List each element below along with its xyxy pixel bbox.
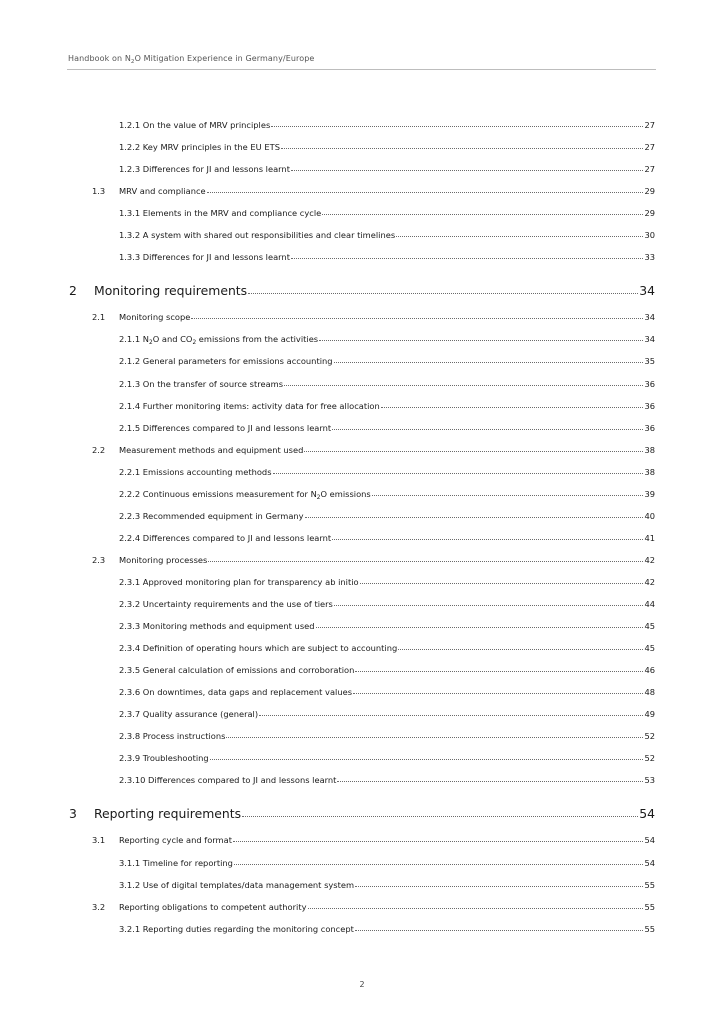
toc-entry[interactable]: 1.2.2 Key MRV principles in the EU ETS 27	[119, 142, 655, 153]
toc-entry[interactable]: 2.2.4 Differences compared to JI and lessons learnt 41	[119, 532, 655, 543]
toc-entry[interactable]: 1.3.2 A system with shared out responsibilities and clear timelines 30	[119, 230, 655, 241]
toc-entry[interactable]: 2.3.5 General calculation of emissions and corroboration 46	[119, 665, 655, 676]
toc-entry[interactable]: 3.2.1 Reporting duties regarding the monitoring concept 55	[119, 923, 655, 934]
toc-entry[interactable]: 2.1.1 $N_2O$ and $CO_2$ emissions from the activities 34	[119, 334, 655, 347]
toc-entry[interactable]: 2.2.1 Emissions accounting methods 38	[119, 466, 655, 477]
page-number: 2	[359, 980, 365, 989]
toc-entry[interactable]: 2.1.5 Differences compared to JI and lessons learnt 36	[119, 422, 655, 433]
toc-entry[interactable]: 3.1.2 Use of digital templates/data management system 55	[119, 879, 655, 890]
toc-entry[interactable]: 2.3.9 Troubleshooting 52	[119, 753, 655, 764]
toc-entry[interactable]: 2.3 Monitoring processes 42	[92, 554, 655, 565]
toc-entry[interactable]: 2.2.3 Recommended equipment in Germany 40	[119, 510, 655, 521]
toc-entry[interactable]: 2.1.3 On the transfer of source streams 36	[119, 378, 655, 389]
toc-entry[interactable]: 1.2.1 On the value of MRV principles 27	[119, 120, 655, 130]
toc-chapter-entry[interactable]: 2 Monitoring requirements 34	[69, 283, 655, 299]
toc-entry[interactable]: 3.2 Reporting obligations to competent authority 55	[92, 901, 655, 912]
toc-entry[interactable]: 2.3.10 Differences compared to JI and lessons learnt 53	[119, 775, 655, 786]
toc-entry[interactable]: 3.1 Reporting cycle and format 54	[92, 835, 655, 846]
toc-chapter-entry[interactable]: 3 Reporting requirements 54	[69, 806, 655, 822]
toc-entry[interactable]: 2.3.6 On downtimes, data gaps and replacement values 48	[119, 687, 655, 698]
toc-entry[interactable]: 2.3.2 Uncertainty requirements and the use of tiers 44	[119, 599, 655, 609]
toc-entry[interactable]: 2.2 Measurement methods and equipment used 38	[92, 444, 655, 455]
toc-entry[interactable]: 2.1 Monitoring scope 34	[92, 312, 655, 323]
toc-entry[interactable]: 1.3.1 Elements in the MRV and compliance cycle 29	[119, 208, 655, 219]
toc-entry[interactable]: 3.1.1 Timeline for reporting 54	[119, 857, 655, 868]
toc-entry[interactable]: 2.3.8 Process instructions 52	[119, 731, 655, 742]
toc-entry[interactable]: 2.3.4 Definition of operating hours which are subject to accounting 45	[119, 643, 655, 654]
toc-entry[interactable]: 2.2.2 Continuous emissions measurement for $N_2O$ emissions 39	[119, 488, 655, 501]
toc-entry[interactable]: 2.1.4 Further monitoring items: activity data for free allocation 36	[119, 400, 655, 411]
toc-entry[interactable]: 2.3.3 Monitoring methods and equipment used 45	[119, 621, 655, 632]
toc-entry[interactable]: 2.3.1 Approved monitoring plan for transparency ab initio 42	[119, 576, 655, 587]
toc-entry[interactable]: 2.3.7 Quality assurance (general) 49	[119, 709, 655, 720]
toc-entry[interactable]: 1.3 MRV and compliance 29	[92, 186, 655, 197]
running-header: Handbook on $N_2O$ Mitigation Experience in Germany/Europe	[68, 54, 315, 65]
toc-entry[interactable]: 1.3.3 Differences for JI and lessons learnt 33	[119, 252, 655, 263]
toc-entry[interactable]: 2.1.2 General parameters for emissions accounting 35	[119, 356, 655, 367]
header-rule	[67, 69, 656, 70]
toc-entry[interactable]: 1.2.3 Differences for JI and lessons learnt 27	[119, 164, 655, 175]
